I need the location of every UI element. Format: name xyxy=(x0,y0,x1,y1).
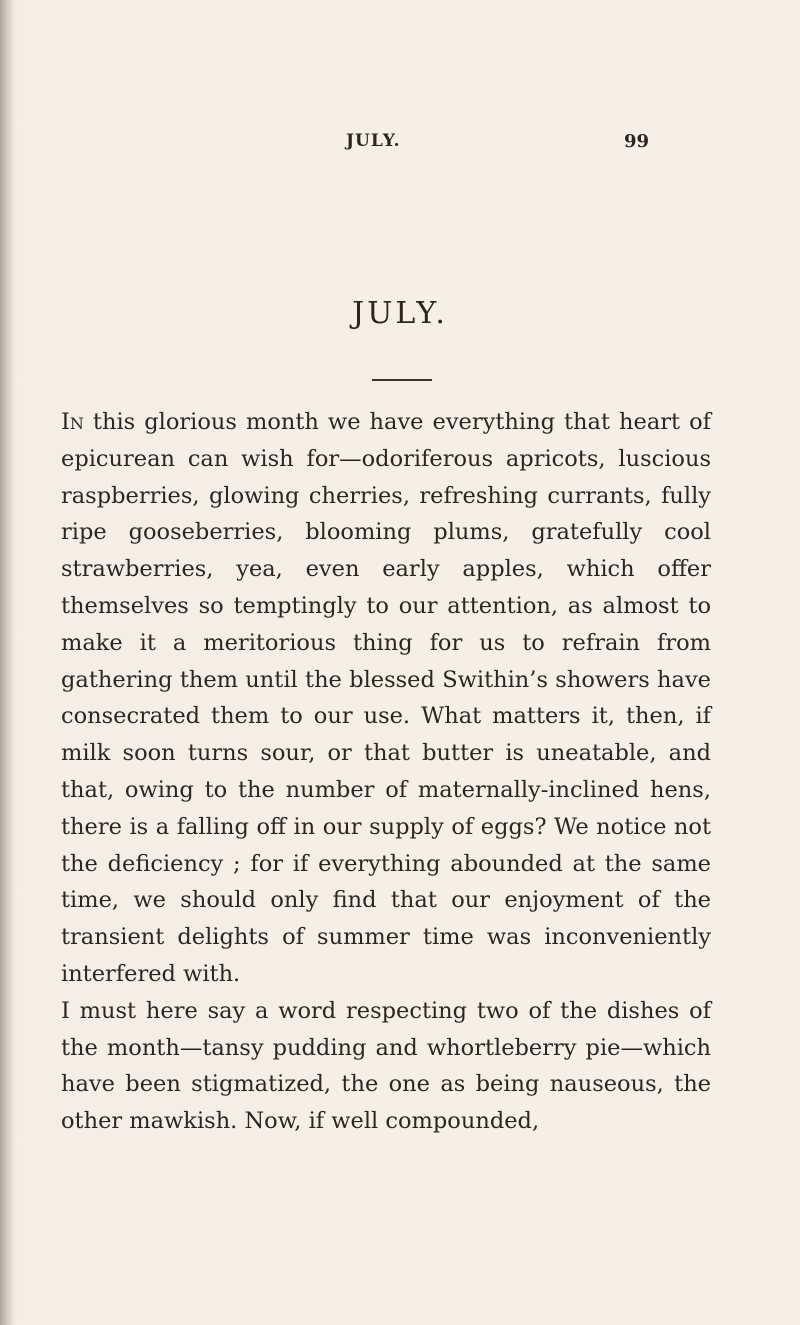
page-number: 99 xyxy=(624,131,650,152)
paragraph-1-text: this glorious month we have everything that heart of epicurean can wish for—odoriferous apricots, luscious raspberries, glowing cherries, refreshing currants, fully ripe gooseberries, blooming plums, gratefully cool strawberries, yea, even early apples, which offer themselves so temptingly to our attention, as almost to make it a meritorious thing for us to refrain from gathering them until the blessed Swithin’s showers have consecrated them to our use. What matters it, then, if milk soon turns sour, or that butter is uneatable, and that, owing to the number of maternally-inclined hens, there is a falling off in our supply of eggs? We notice not the deficiency ; for if everything abounded at the same time, we should only find that our enjoyment of the transient delights of summer time was inconveniently interfered with. xyxy=(61,409,711,987)
page-gutter-shadow xyxy=(0,0,14,1325)
chapter-title: JULY. xyxy=(352,296,448,331)
paragraph-2-text: I must here say a word respecting two of the dishes of the month—tansy pudding and whortleberry pie—which have been stigmatized, the one as being nauseous, the other mawkish. Now, if well compounded, xyxy=(61,997,711,1135)
body-text xyxy=(61,404,711,1140)
title-rule xyxy=(372,379,432,381)
paragraph-1 xyxy=(61,404,711,993)
paragraph-lead-word: In xyxy=(61,409,84,435)
paragraph-2 xyxy=(61,993,711,1140)
running-head xyxy=(0,131,800,161)
running-head-title: JULY. xyxy=(346,131,401,151)
